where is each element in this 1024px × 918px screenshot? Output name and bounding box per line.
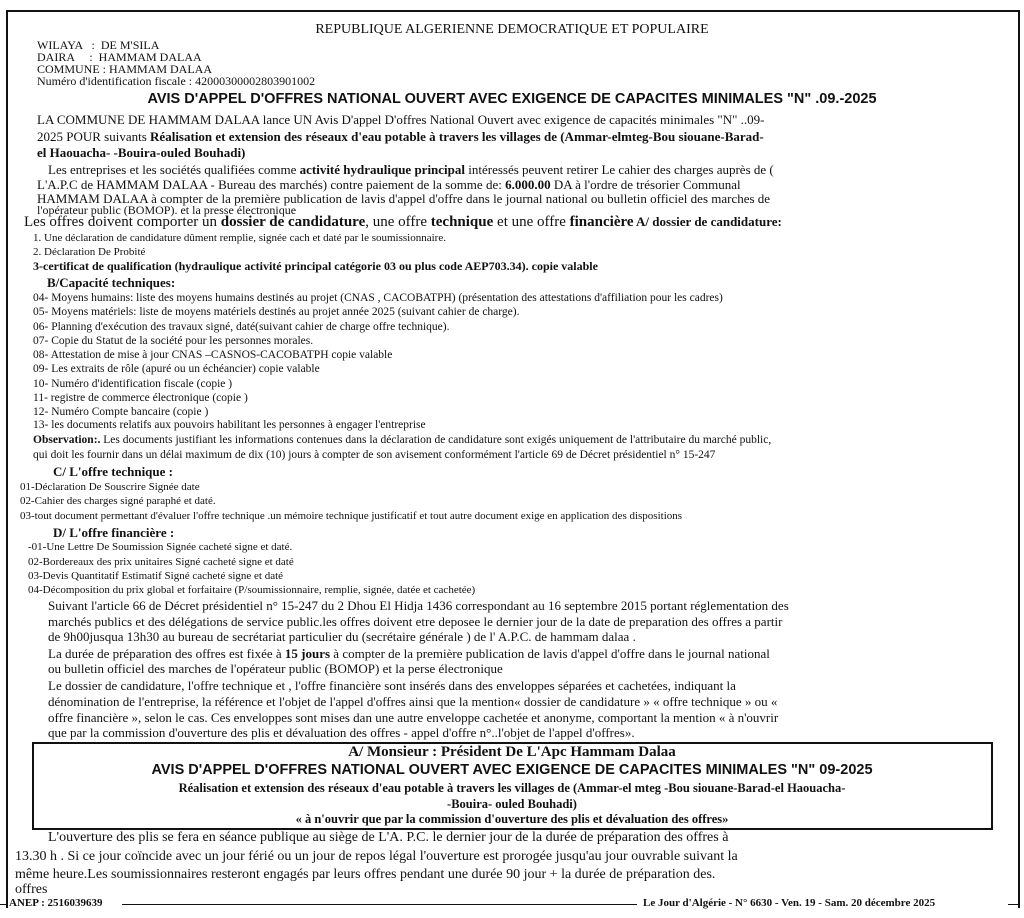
- list-item: 2. Déclaration De Probité: [33, 246, 146, 258]
- paragraph-line: Suivant l'article 66 de Décret présidentiel n° 15-247 du 2 Dhou El Hidja 1436 correspondant au 16 septembre 2015 portant réglementation des: [48, 598, 789, 613]
- text: dossier de candidature: [220, 214, 366, 230]
- closing-line: même heure.Les soumissionnaires resteront engagés par leurs offres pendant une durée 90 jour + la durée de préparation des.: [15, 867, 716, 882]
- paragraph-line: l'opérateur public (BOMOP). et la presse électronique: [37, 203, 297, 217]
- footer-rule: [122, 904, 637, 905]
- list-item: 3-certificat de qualification (hydraulique activité principal catégorie 03 ou plus code AEP703.34). copie valable: [33, 259, 598, 273]
- section-d-title: D/ L'offre financière :: [53, 525, 175, 540]
- paragraph-line: HAMMAM DALAA à compter de la première publication de lavis d'appel d'offre dans le journal national ou bulletin officiel des marches de: [37, 191, 771, 206]
- text: intéressés peuvent retirer Le cahier des charges auprès de (: [465, 162, 774, 177]
- intro-line: [37, 129, 764, 144]
- text: L'A.P.C de HAMMAM DALAA - Bureau des marchés) contre paiement de la somme de:: [37, 177, 506, 192]
- paragraph-line: Le dossier de candidature, l'offre technique et , l'offre financière sont insérés dans des enveloppes séparées et cachetées, indiquant la: [48, 678, 736, 693]
- list-item: 03-Devis Quantitatif Estimatif Signé cacheté signe et daté: [28, 570, 284, 582]
- paragraph-line: [37, 177, 741, 192]
- list-item: 02-Bordereaux des prix unitaires Signé cacheté signe et daté: [28, 556, 294, 568]
- intro-text: 2025 POUR suivants: [37, 129, 151, 144]
- list-item: 04-Décomposition du prix global et forfaitaire (P/soumissionnaire, remplie, signée, datée et cachetée): [28, 584, 476, 596]
- section-a-title: A/ dossier de candidature:: [633, 214, 782, 229]
- activity: activité hydraulique principal: [299, 162, 466, 177]
- republic-heading: REPUBLIQUE ALGERIENNE DEMOCRATIQUE ET POPULAIRE: [315, 22, 709, 37]
- footer-rule: [1008, 904, 1018, 905]
- text: DA à l'ordre de trésorier Communal: [550, 177, 741, 192]
- footer-rule: [0, 904, 8, 905]
- fiscal-id-line: Numéro d'identification fiscale : 42000300002803901002: [37, 74, 316, 88]
- paragraph-line: dénomination de l'entreprise, la référence et l'objet de l'appel d'offres ainsi que la mention« dossier de candidature » « offre technique » ou «: [48, 694, 778, 709]
- list-item: 03-tout document permettant d'évaluer l'offre technique .un mémoire technique justificatif et tout autre document exige en application des dispositions: [20, 510, 683, 522]
- list-item: 11- registre de commerce électronique (copie ): [33, 392, 248, 404]
- list-item: 13- les documents relatifs aux pouvoirs habilitant les personnes à engager l'entreprise: [33, 419, 426, 431]
- observation-label: Observation:.: [33, 434, 101, 446]
- observation-line: [33, 433, 771, 448]
- text: technique: [430, 214, 494, 230]
- paragraph-line: offre financière », selon le cas. Ces enveloppes sont mises dan une autre enveloppe cachetée et anonyme, comportant la mention « à n'ouvrir: [48, 710, 779, 725]
- envelope-mention: « à n'ouvrir que par la commission d'ouverture des plis et dévaluation des offres»: [295, 812, 729, 826]
- list-item: 12- Numéro Compte bancaire (copie ): [33, 406, 209, 418]
- observation-line: qui doit les fournir dans un délai maximum de dix (10) jours à compter de son avisement conformément l'article 69 de Décret présidentiel n° 15-247: [33, 449, 716, 461]
- list-item: 01-Déclaration De Souscrire Signée date: [20, 481, 200, 493]
- text: financière: [569, 214, 634, 230]
- project-title: Réalisation et extension des réseaux d'eau potable à travers les villages de (Ammar-elmteg-Bou siouane-Barad-: [150, 129, 764, 144]
- text: Les entreprises et les sociétés qualifiées comme: [48, 162, 300, 177]
- text: Les offres doivent comporter un: [24, 214, 221, 230]
- closing-line: L'ouverture des plis se fera en séance publique au siège de L'A. P.C. le dernier jour de la durée de préparation des offres à: [48, 830, 729, 845]
- text: La durée de préparation des offres est fixée à: [48, 646, 285, 661]
- paragraph-line: [48, 162, 774, 177]
- fee-amount: 6.000.00: [505, 177, 551, 192]
- envelope-object: Réalisation et extension des réseaux d'eau potable à travers les villages de (Ammar-el mteg -Bou siouane-Barad-el Haouacha-: [178, 781, 846, 795]
- publication-info: Le Jour d'Algérie - N° 6630 - Ven. 19 - Sam. 20 décembre 2025: [643, 897, 936, 909]
- project-title-cont: el Haouacha- -Bouira-ouled Bouhadi): [37, 145, 246, 160]
- list-item: 1. Une déclaration de candidature dûment remplie, signée cach et daté par le soumissionnaire.: [33, 232, 446, 244]
- list-item: 08- Attestation de mise à jour CNAS –CASNOS-CACOBATPH copie valable: [33, 349, 393, 361]
- list-item: 04- Moyens humains: liste des moyens humains destinés au projet (CNAS , CACOBATPH) (présentation des attestations d'affiliation pour les cadres): [33, 292, 723, 304]
- list-item: 02-Cahier des charges signé paraphé et daté.: [20, 495, 216, 507]
- paragraph-line: que par la commission d'ouverture des plis et dévaluation des offres - appel d'offre n°..l'objet de l'appel d'offres».: [48, 725, 635, 740]
- paragraph-line: marchés publics et des délégations de service public.les offres doivent etre deposee le dernier jour de la date de preparation des offres a partir: [48, 614, 783, 629]
- list-item: 07- Copie du Statut de la société pour les personnes morales.: [33, 335, 314, 347]
- list-item: 06- Planning d'exécution des travaux signé, daté(suivant cahier de charge offre technique).: [33, 321, 450, 333]
- duration: 15 jours: [284, 646, 331, 661]
- section-c-title: C/ L'offre technique :: [53, 464, 173, 479]
- intro-line: LA COMMUNE DE HAMMAM DALAA lance UN Avis D'appel D'offres National Ouvert avec exigence de capacités minimales "N" ..09-: [37, 112, 765, 127]
- envelope-title: AVIS D'APPEL D'OFFRES NATIONAL OUVERT AVEC EXIGENCE DE CAPACITES MINIMALES "N" 09-2025: [151, 762, 873, 778]
- closing-line: 13.30 h . Si ce jour coïncide avec un jour férié ou un jour de repos légal l'ouverture est prorogée jusqu'au jour ouvrable suivant la: [15, 849, 738, 864]
- daira-line: DAIRA : HAMMAM DALAA: [37, 50, 202, 64]
- envelope-addressee: A/ Monsieur : Président De L'Apc Hammam Dalaa: [348, 744, 676, 760]
- wilaya-line: WILAYA : DE M'SILA: [37, 38, 160, 52]
- notice-title: AVIS D'APPEL D'OFFRES NATIONAL OUVERT AVEC EXIGENCE DE CAPACITES MINIMALES "N" .09.-2025: [147, 91, 877, 107]
- list-item: -01-Une Lettre De Soumission Signée cacheté signe et daté.: [28, 541, 293, 553]
- commune-line: COMMUNE : HAMMAM DALAA: [37, 62, 213, 76]
- text: à compter de la première publication de lavis d'appel d'offre dans le journal national: [330, 646, 770, 661]
- text: Les documents justifiant les informations contenues dans la déclaration de candidature sont exigés uniquement de l'attributaire du marché public,: [100, 434, 772, 446]
- anep-reference: ANEP : 2516039639: [9, 897, 103, 909]
- envelope-object: -Bouira- ouled Bouhadi): [447, 797, 577, 811]
- list-item: 10- Numéro d'identification fiscale (copie ): [33, 378, 233, 390]
- paragraph-line: ou bulletin officiel des marches de l'opérateur public (BOMOP) et la perse électronique: [48, 661, 503, 676]
- list-item: 09- Les extraits de rôle (apuré ou un échéancier) copie valable: [33, 363, 320, 375]
- text: et une offre: [493, 214, 570, 230]
- paragraph-line: de 9h00jusqua 13h30 au bureau de secrétariat particulier du (secrétaire générale ) de l' A.P.C. de hammam dalaa .: [48, 629, 636, 644]
- paragraph-line: [48, 646, 770, 661]
- text: , une offre: [365, 214, 431, 230]
- section-b-title: B/Capacité techniques:: [47, 275, 176, 290]
- list-item: 05- Moyens matériels: liste de moyens matériels destinés au projet année 2025 (suivant cahier de charge).: [33, 306, 520, 318]
- closing-line: offres: [15, 882, 48, 897]
- offers-heading: [24, 214, 782, 230]
